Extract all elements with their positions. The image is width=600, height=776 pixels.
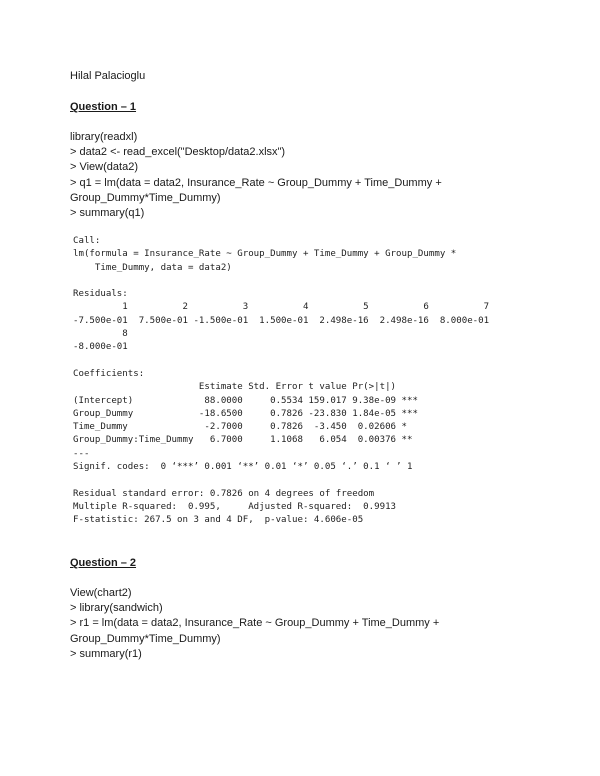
- residual-line: 1 2 3 4 5 6 7: [73, 302, 490, 313]
- residual-standard-error: Residual standard error: 0.7826 on 4 degrees of freedom: [73, 488, 375, 499]
- code-line: > View(data2): [70, 161, 138, 174]
- separator: ---: [73, 448, 90, 459]
- question-1-code: [70, 130, 540, 221]
- code-line: Group_Dummy*Time_Dummy): [70, 632, 221, 645]
- call-line: Time_Dummy, data = data2): [73, 262, 232, 273]
- code-line: View(chart2): [70, 587, 132, 599]
- coefficients-label: Coefficients:: [73, 368, 145, 379]
- residual-line: -8.000e-01: [73, 342, 128, 353]
- coefficient-row: (Intercept) 88.0000 0.5534 159.017 9.38e-09 ***: [73, 395, 418, 406]
- code-line: library(readxl): [70, 131, 138, 143]
- coefficient-row: Time_Dummy -2.7000 0.7826 -3.450 0.02606 *: [73, 422, 418, 433]
- call-label: Call:: [73, 236, 101, 246]
- signif-codes: Signif. codes: 0 ‘***’ 0.001 ‘**’ 0.01 ‘*’ 0.05 ‘.’ 0.1 ‘ ’ 1: [73, 462, 413, 473]
- author-name: Hilal Palacioglu: [70, 70, 146, 82]
- code-line: > summary(r1): [70, 647, 142, 660]
- residual-line: -7.500e-01 7.500e-01 -1.500e-01 1.500e-01 2.498e-16 2.498e-16 8.000e-01: [73, 315, 490, 326]
- code-line: > summary(q1): [70, 207, 145, 220]
- code-line: > r1 = lm(data = data2, Insurance_Rate ~ Group_Dummy + Time_Dummy +: [70, 617, 440, 630]
- question-2-heading: Question – 2: [70, 557, 137, 569]
- question-2-code: [70, 586, 540, 662]
- r-summary-output: [73, 235, 489, 528]
- residual-line: 8: [73, 329, 128, 340]
- r-squared: Multiple R-squared: 0.995, Adjusted R-squared: 0.9913: [73, 501, 402, 512]
- code-line: Group_Dummy*Time_Dummy): [70, 191, 221, 204]
- code-line: > data2 <- read_excel("Desktop/data2.xlsx"): [70, 146, 286, 159]
- coefficients-header: Estimate Std. Error t value Pr(>|t|): [73, 382, 418, 393]
- residuals-label: Residuals:: [73, 289, 128, 300]
- call-line: lm(formula = Insurance_Rate ~ Group_Dummy + Time_Dummy + Group_Dummy *: [73, 249, 457, 260]
- question-1-heading: Question – 1: [70, 101, 137, 113]
- code-line: > q1 = lm(data = data2, Insurance_Rate ~ Group_Dummy + Time_Dummy +: [70, 176, 442, 189]
- coefficient-row: Group_Dummy:Time_Dummy 6.7000 1.1068 6.054 0.00376 **: [73, 435, 418, 446]
- f-statistic: F-statistic: 267.5 on 3 and 4 DF, p-value: 4.606e-05: [73, 515, 364, 526]
- code-line: > library(sandwich): [70, 602, 163, 615]
- coefficient-row: Group_Dummy -18.6500 0.7826 -23.830 1.84e-05 ***: [73, 408, 418, 419]
